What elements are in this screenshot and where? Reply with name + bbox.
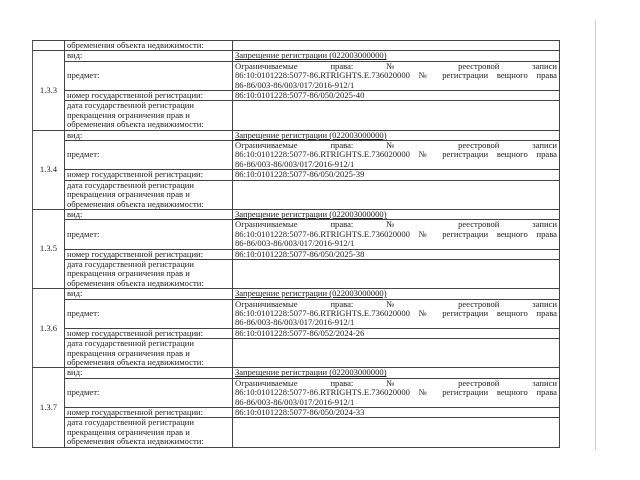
entry-number: 1.3.3 — [33, 51, 65, 130]
predmet-line: Ограничиваемые права: № реестровой записи — [235, 299, 557, 309]
entry-vid-row — [33, 209, 560, 219]
nomer-value: 86:10:0101228:5077-86/050/2025-39 — [233, 170, 560, 180]
nomer-value: 86:10:0101228:5077-86/050/2025-40 — [233, 91, 560, 101]
entry-date-row — [33, 339, 560, 368]
continuation-label: обременения объекта недвижимости: — [65, 41, 233, 51]
entry-predmet-row — [33, 378, 560, 407]
continuation-row — [33, 41, 560, 51]
page-edge-line — [595, 20, 596, 450]
date-label: дата государственной регистрации прекращения ограничения прав и обременения объекта недвижимости: — [65, 259, 233, 288]
num-cell — [33, 41, 65, 51]
entry-number: 1.3.4 — [33, 130, 65, 209]
nomer-value: 86:10:0101228:5077-86/050/2024-33 — [233, 408, 560, 418]
predmet-line: Ограничиваемые права: № реестровой записи — [235, 378, 557, 388]
entry-predmet-row — [33, 299, 560, 328]
predmet-line: 86:10:0101228:5077-86.RTRIGHTS.E.736020000 № регистрации вещного права — [235, 149, 557, 160]
date-label: дата государственной регистрации прекращения ограничения прав и обременения объекта недвижимости: — [65, 418, 233, 447]
date-value — [233, 180, 560, 209]
entry-nomer-row — [33, 249, 560, 259]
nomer-value: 86:10:0101228:5077-86/052/2024-26 — [233, 328, 560, 338]
vid-value: Запрещение регистрации (022003000000) — [233, 51, 560, 61]
entry-date-row — [33, 259, 560, 288]
entry-predmet-row — [33, 141, 560, 170]
predmet-value — [233, 61, 560, 90]
predmet-label: предмет: — [65, 299, 233, 328]
date-label: дата государственной регистрации прекращения ограничения прав и обременения объекта недвижимости: — [65, 101, 233, 130]
entry-number: 1.3.6 — [33, 289, 65, 368]
vid-value: Запрещение регистрации (022003000000) — [233, 130, 560, 140]
date-value — [233, 418, 560, 447]
nomer-value: 86:10:0101228:5077-86/050/2025-38 — [233, 249, 560, 259]
entry-vid-row — [33, 130, 560, 140]
entry-nomer-row — [33, 408, 560, 418]
predmet-label: предмет: — [65, 220, 233, 249]
predmet-line: 86-86/003-86/003/017/2016-912/1 — [235, 158, 355, 169]
entry-predmet-row — [33, 61, 560, 90]
predmet-label: предмет: — [65, 378, 233, 407]
vid-value: Запрещение регистрации (022003000000) — [233, 289, 560, 299]
predmet-value — [233, 141, 560, 170]
vid-value: Запрещение регистрации (022003000000) — [233, 209, 560, 219]
nomer-label: номер государственной регистрации: — [65, 249, 233, 259]
vid-label: вид: — [65, 130, 233, 140]
predmet-line: 86:10:0101228:5077-86.RTRIGHTS.E.736020000 № регистрации вещного права — [235, 387, 557, 398]
predmet-line: 86-86/003-86/003/017/2016-912/1 — [235, 238, 355, 249]
predmet-line: Ограничиваемые права: № реестровой записи — [235, 140, 557, 151]
predmet-line: 86:10:0101228:5077-86.RTRIGHTS.E.736020000 № регистрации вещного права — [235, 70, 557, 81]
predmet-value — [233, 220, 560, 249]
predmet-line: 86-86/003-86/003/017/2016-912/1 — [235, 396, 355, 407]
nomer-label: номер государственной регистрации: — [65, 408, 233, 418]
predmet-line: Ограничиваемые права: № реестровой записи — [235, 61, 557, 71]
predmet-line: 86:10:0101228:5077-86.RTRIGHTS.E.736020000 № регистрации вещного права — [235, 307, 557, 318]
predmet-line: 86-86/003-86/003/017/2016-912/1 — [235, 79, 355, 90]
date-value — [233, 339, 560, 368]
entry-vid-row — [33, 51, 560, 61]
entry-nomer-row — [33, 328, 560, 338]
vid-value: Запрещение регистрации (022003000000) — [233, 368, 560, 378]
entry-vid-row — [33, 289, 560, 299]
entry-nomer-row — [33, 170, 560, 180]
date-label: дата государственной регистрации прекращения ограничения прав и обременения объекта недвижимости: — [65, 339, 233, 368]
entry-number: 1.3.7 — [33, 368, 65, 447]
nomer-label: номер государственной регистрации: — [65, 328, 233, 338]
date-value — [233, 259, 560, 288]
entry-vid-row — [33, 368, 560, 378]
vid-label: вид: — [65, 289, 233, 299]
entry-number: 1.3.5 — [33, 209, 65, 288]
nomer-label: номер государственной регистрации: — [65, 170, 233, 180]
predmet-line: 86:10:0101228:5077-86.RTRIGHTS.E.736020000 № регистрации вещного права — [235, 228, 557, 239]
predmet-value — [233, 299, 560, 328]
continuation-value — [233, 41, 560, 51]
entry-date-row — [33, 101, 560, 130]
predmet-label: предмет: — [65, 61, 233, 90]
predmet-label: предмет: — [65, 141, 233, 170]
predmet-value — [233, 378, 560, 407]
vid-label: вид: — [65, 209, 233, 219]
vid-label: вид: — [65, 368, 233, 378]
entry-nomer-row — [33, 91, 560, 101]
entry-date-row — [33, 418, 560, 447]
entry-date-row — [33, 180, 560, 209]
date-label: дата государственной регистрации прекращения ограничения прав и обременения объекта недвижимости: — [65, 180, 233, 209]
nomer-label: номер государственной регистрации: — [65, 91, 233, 101]
encumbrance-table — [32, 40, 560, 448]
predmet-line: Ограничиваемые права: № реестровой записи — [235, 219, 557, 230]
vid-label: вид: — [65, 51, 233, 61]
date-value — [233, 101, 560, 130]
entry-predmet-row — [33, 220, 560, 249]
predmet-line: 86-86/003-86/003/017/2016-912/1 — [235, 317, 355, 328]
